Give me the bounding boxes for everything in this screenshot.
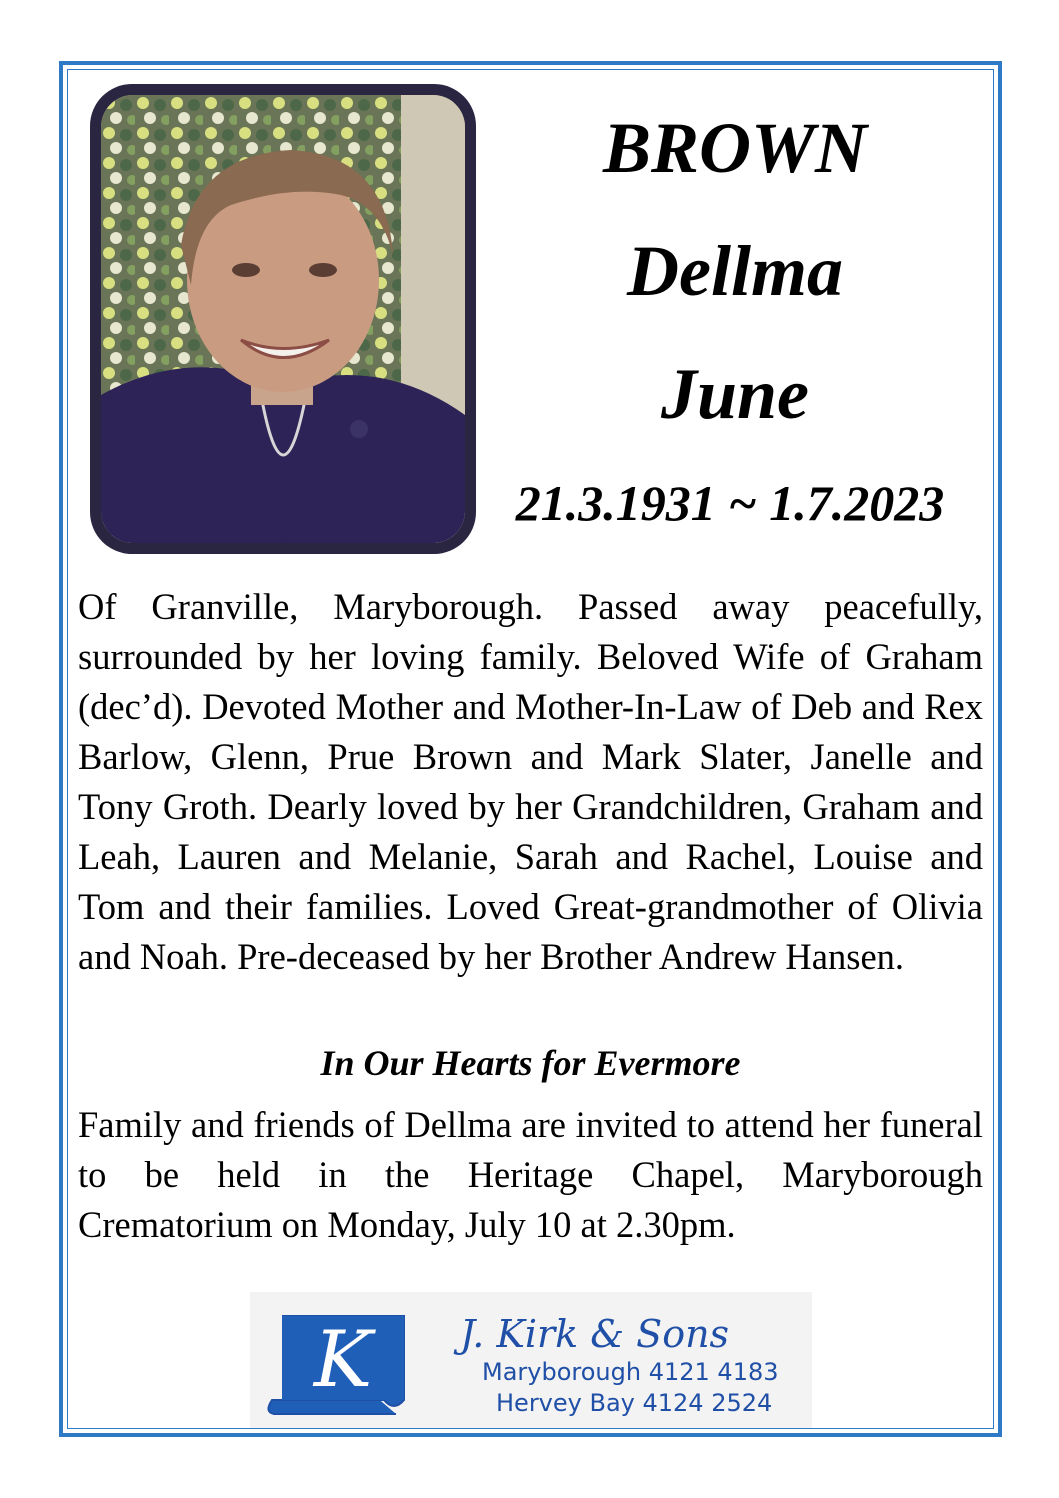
given-name-first: Dellma — [627, 231, 843, 311]
portrait-image — [101, 95, 465, 543]
funeral-details: Family and friends of Dellma are invited to attend her funeral to be held in the Heritage Chapel, Maryborough Crematorium on Monday, July 10 at 2.30pm. — [78, 1104, 983, 1245]
obituary-paragraph: Of Granville, Maryborough. Passed away peacefully, surrounded by her loving family. Beloved Wife of Graham (dec’d). Devoted Mother and Mother-In-Law of Deb and Rex Barlow, Glenn, Prue Brown and Mark Slater, Janelle and Tony Groth. Dearly loved by her Grandchildren, Graham and Leah, Lauren and Melanie, Sarah and Rachel, Louise and Tom and their families. Loved Great-grandmother of Olivia and Noah. Pre-deceased by her Brother Andrew Hansen. — [78, 586, 983, 977]
portrait-photo — [90, 84, 476, 554]
logo-phone-hervey-bay: Hervey Bay 4124 2524 — [496, 1389, 773, 1417]
logo-mark-letter: K — [313, 1315, 373, 1405]
logo-phone-maryborough: Maryborough 4121 4183 — [482, 1358, 779, 1386]
k-monogram-icon — [264, 1308, 414, 1418]
funeral-home-logo — [250, 1292, 812, 1428]
logo-company-name: J. Kirk & Sons — [460, 1312, 730, 1356]
given-name-middle: June — [660, 354, 810, 434]
surname: BROWN — [602, 108, 868, 188]
life-dates: 21.3.1931 ~ 1.7.2023 — [515, 475, 945, 531]
memorial-tagline: In Our Hearts for Evermore — [320, 1043, 741, 1083]
